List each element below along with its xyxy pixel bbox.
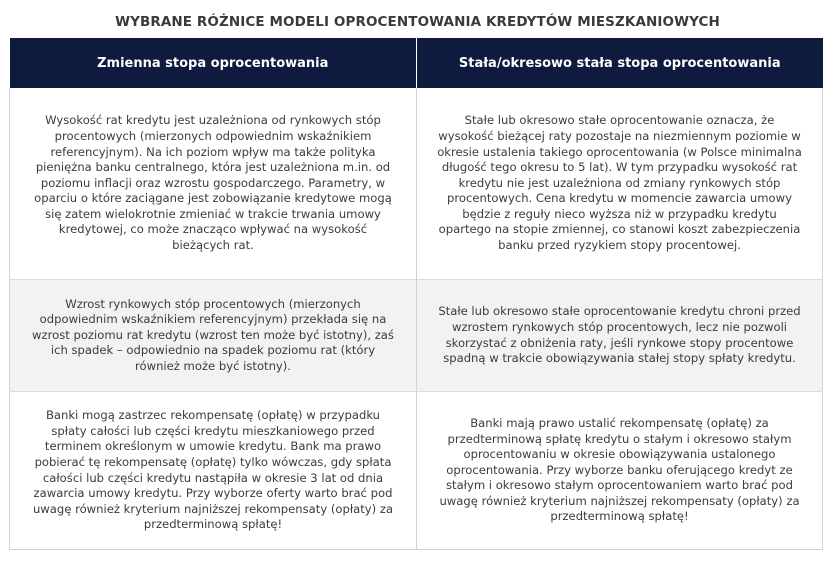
cell-text: Wzrost rynkowych stóp procentowych (mierzonych odpowiednim wskaźnikiem referencyjnym) przekłada się na wzrost poziomu rat kredytu (wzrost ten może być istotny), zaś ich spadek – odpowiednio na spadek poziomu rat (który również może być istotny). <box>32 296 394 373</box>
cell-text: Stałe lub okresowo stałe oprocentowanie kredytu chroni przed wzrostem rynkowych stóp procentowych, lecz nie pozwoli skorzystać z obniżenia raty, jeśli rynkowe stopy procentowe spadną w trakcie obowiązywania stałej stopy spłaty kredytu. <box>438 304 801 366</box>
cell-text: Banki mają prawo ustalić rekompensatę (opłatę) za przedterminową spłatę kredytu o stałym i okresowo stałym oprocentowaniu w okresie obowiązywania ustalonego oprocentowania. Przy wyborze banku oferującego kredyt ze stałym i okresowo stałym oprocentowaniem warto brać pod uwagę również kryterium najniższej rekompensaty (opłaty) za przedterminową spłatę! <box>439 415 800 524</box>
table-header-row <box>10 38 823 88</box>
page-title: WYBRANE RÓŻNICE MODELI OPROCENTOWANIA KREDYTÓW MIESZKANIOWYCH <box>115 14 720 30</box>
column-header-fixed-rate: Stała/okresowo stała stopa oprocentowania <box>417 38 823 88</box>
table-cell-variable <box>10 88 417 280</box>
cell-text: Stałe lub okresowo stałe oprocentowanie oznacza, że wysokość bieżącej raty pozostaje na niezmiennym poziomie w okresie ustalenia takiego oprocentowania (w Polsce minimalna długość tego okresu to 5 lat). W tym przypadku wysokość rat kredytu nie jest uzależniona od zmiany rynkowych stóp procentowych. Cena kredytu w momencie zawarcia umowy będzie z reguły nieco wyższa niż w przypadku kredytu opartego na stopie zmiennej, co stanowi koszt zabezpieczenia banku przed ryzykiem stopy procentowej. <box>437 113 802 253</box>
table-row <box>10 392 823 550</box>
table-cell-variable <box>10 280 417 392</box>
table-row <box>10 88 823 280</box>
table-cell-fixed <box>417 392 823 550</box>
cell-text: Banki mogą zastrzec rekompensatę (opłatę) w przypadku spłaty całości lub części kredytu mieszkaniowego przed terminem określonym w umowie kredytu. Bank ma prawo pobierać tę rekompensatę (opłatę) tylko wówczas, gdy spłata całości lub części kredytu nastąpiła w okresie 3 lat od dnia zawarcia umowy kredytu. Przy wyborze oferty warto brać pod uwagę również kryterium najniższej rekompensaty (opłaty) za przedterminową spłatę! <box>32 408 394 532</box>
table-cell-fixed <box>417 280 823 392</box>
table-cell-fixed <box>417 88 823 280</box>
table-row <box>10 280 823 392</box>
table-cell-variable <box>10 392 417 550</box>
comparison-table <box>9 38 823 550</box>
cell-text: Wysokość rat kredytu jest uzależniona od rynkowych stóp procentowych (mierzonych odpowiednim wskaźnikiem referencyjnym). Na ich poziom wpływ ma także polityka pieniężna banku centralnego, która jest uzależniona m.in. od poziomu inflacji oraz wzrostu gospodarczego. Parametry, w oparciu o które zaciągane jest zobowiązanie kredytowe mogą się zatem wielokrotnie zmieniać w trakcie trwania umowy kredytowej, co może znacząco wpływać na wysokość bieżących rat. <box>34 113 392 253</box>
column-header-variable-rate: Zmienna stopa oprocentowania <box>10 38 417 88</box>
